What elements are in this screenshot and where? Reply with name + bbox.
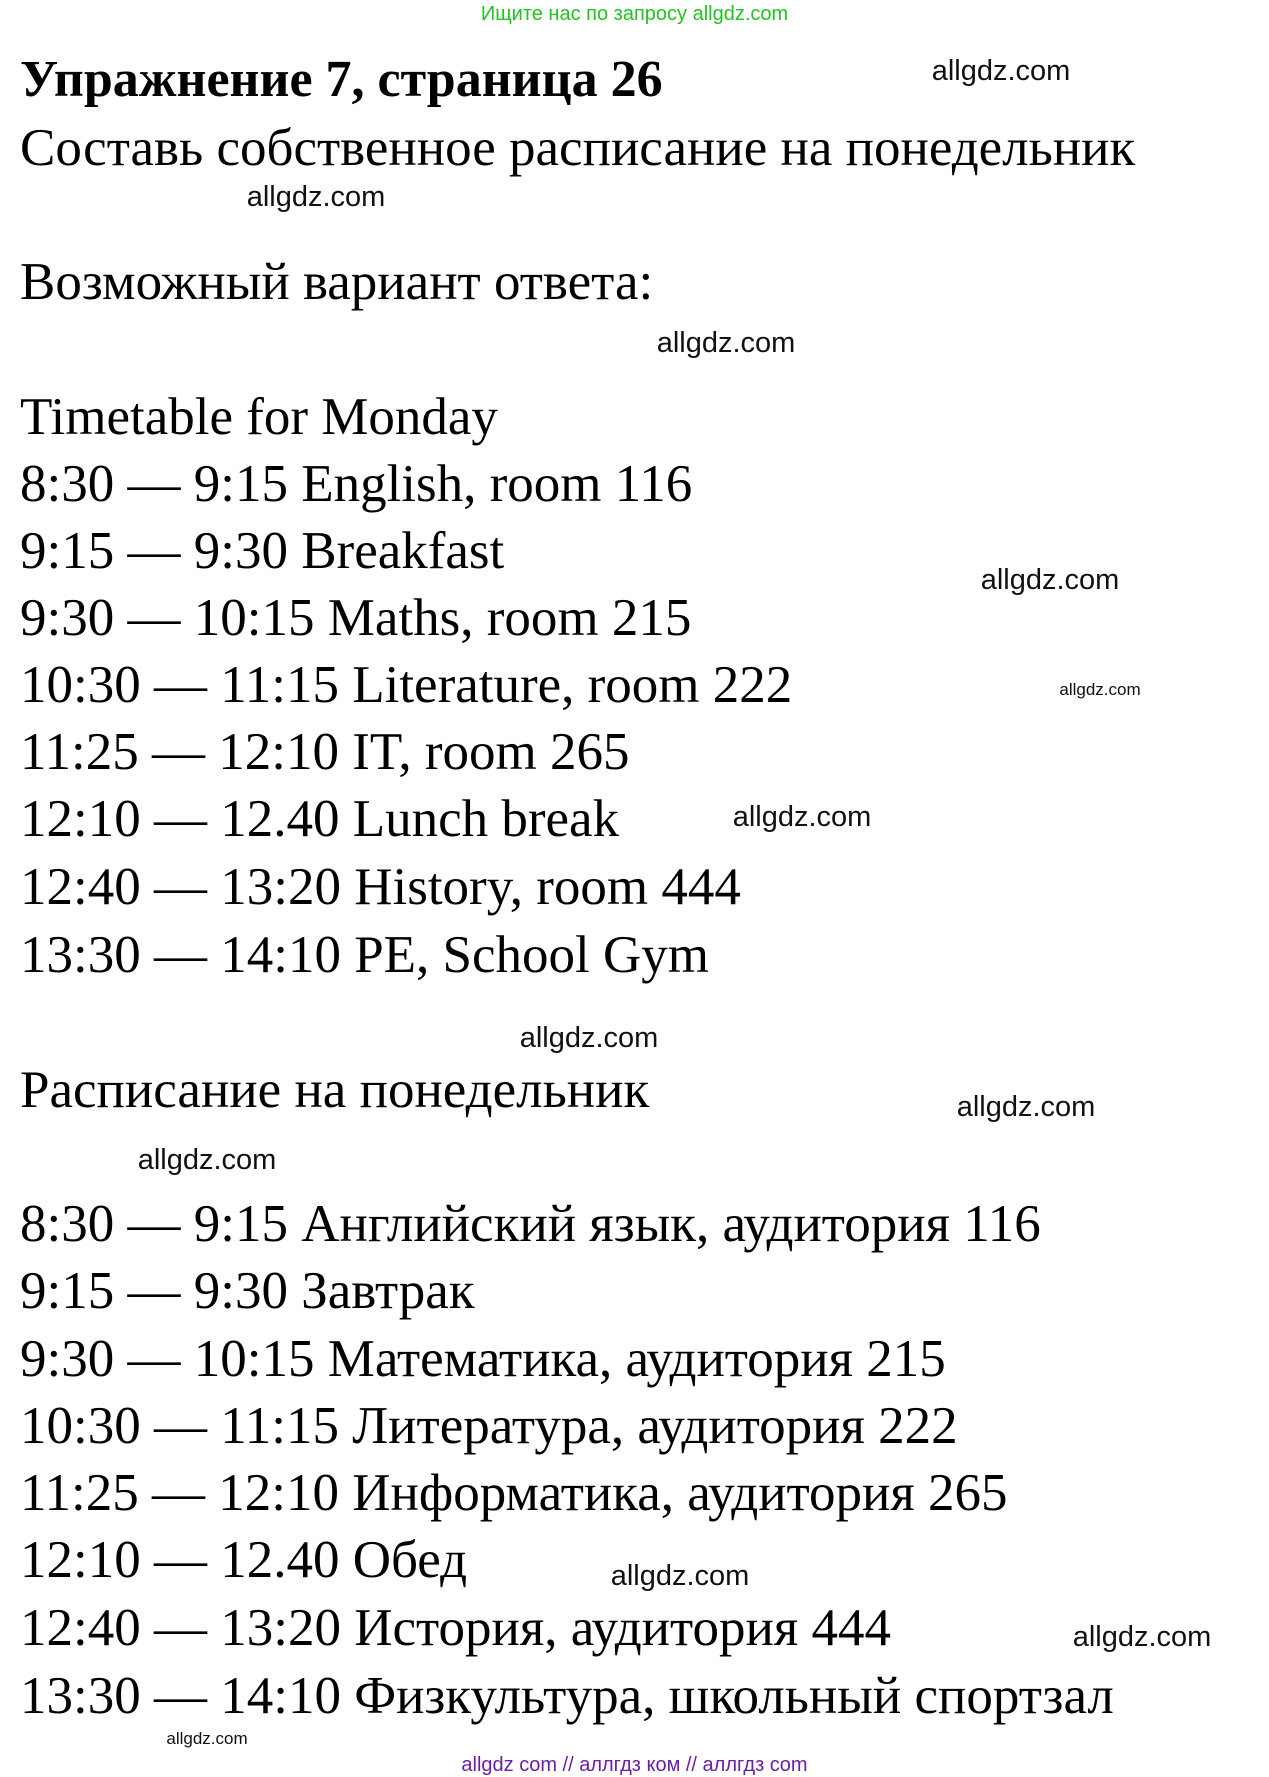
watermark: allgdz.com: [166, 1729, 248, 1748]
english-line: 10:30 — 11:15 Literature, room 222: [20, 656, 793, 714]
watermark: allgdz.com: [519, 1022, 659, 1054]
exercise-title: Упражнение 7, страница 26: [20, 51, 663, 108]
watermark: allgdz.com: [980, 564, 1120, 596]
english-heading: Timetable for Monday: [20, 388, 498, 446]
russian-line: 9:30 — 10:15 Математика, аудитория 215: [20, 1330, 946, 1388]
russian-line: 8:30 — 9:15 Английский язык, аудитория 116: [20, 1195, 1041, 1253]
answer-label: Возможный вариант ответа:: [20, 253, 654, 311]
watermark: allgdz.com: [732, 801, 872, 833]
english-line: 11:25 — 12:10 IT, room 265: [20, 723, 630, 781]
english-line: 8:30 — 9:15 English, room 116: [20, 455, 693, 513]
russian-line: 12:40 — 13:20 История, аудитория 444: [20, 1599, 891, 1657]
watermark: allgdz.com: [246, 181, 386, 213]
english-line: 13:30 — 14:10 PE, School Gym: [20, 926, 710, 984]
task-text: Составь собственное расписание на понедельник: [20, 119, 1136, 177]
english-line: 12:40 — 13:20 History, room 444: [20, 858, 741, 916]
top-banner-link[interactable]: Ищите нас по запросу allgdz.com: [480, 3, 789, 25]
watermark: allgdz.com: [1059, 680, 1141, 699]
russian-line: 9:15 — 9:30 Завтрак: [20, 1262, 475, 1320]
footer-links[interactable]: allgdz com // аллгдз ком // аллгдз com: [461, 1754, 808, 1776]
russian-line: 13:30 — 14:10 Физкультура, школьный спортзал: [20, 1667, 1114, 1725]
russian-heading: Расписание на понедельник: [20, 1061, 650, 1119]
watermark: allgdz.com: [656, 327, 796, 359]
russian-line: 10:30 — 11:15 Литература, аудитория 222: [20, 1397, 958, 1455]
english-line: 12:10 — 12.40 Lunch break: [20, 790, 620, 848]
watermark: allgdz.com: [137, 1144, 277, 1176]
watermark: allgdz.com: [610, 1560, 750, 1592]
watermark: allgdz.com: [1072, 1621, 1212, 1653]
russian-line: 11:25 — 12:10 Информатика, аудитория 265: [20, 1464, 1008, 1522]
russian-line: 12:10 — 12.40 Обед: [20, 1531, 468, 1589]
watermark: allgdz.com: [956, 1091, 1096, 1123]
english-line: 9:15 — 9:30 Breakfast: [20, 522, 505, 580]
watermark: allgdz.com: [931, 55, 1071, 87]
english-line: 9:30 — 10:15 Maths, room 215: [20, 589, 692, 647]
